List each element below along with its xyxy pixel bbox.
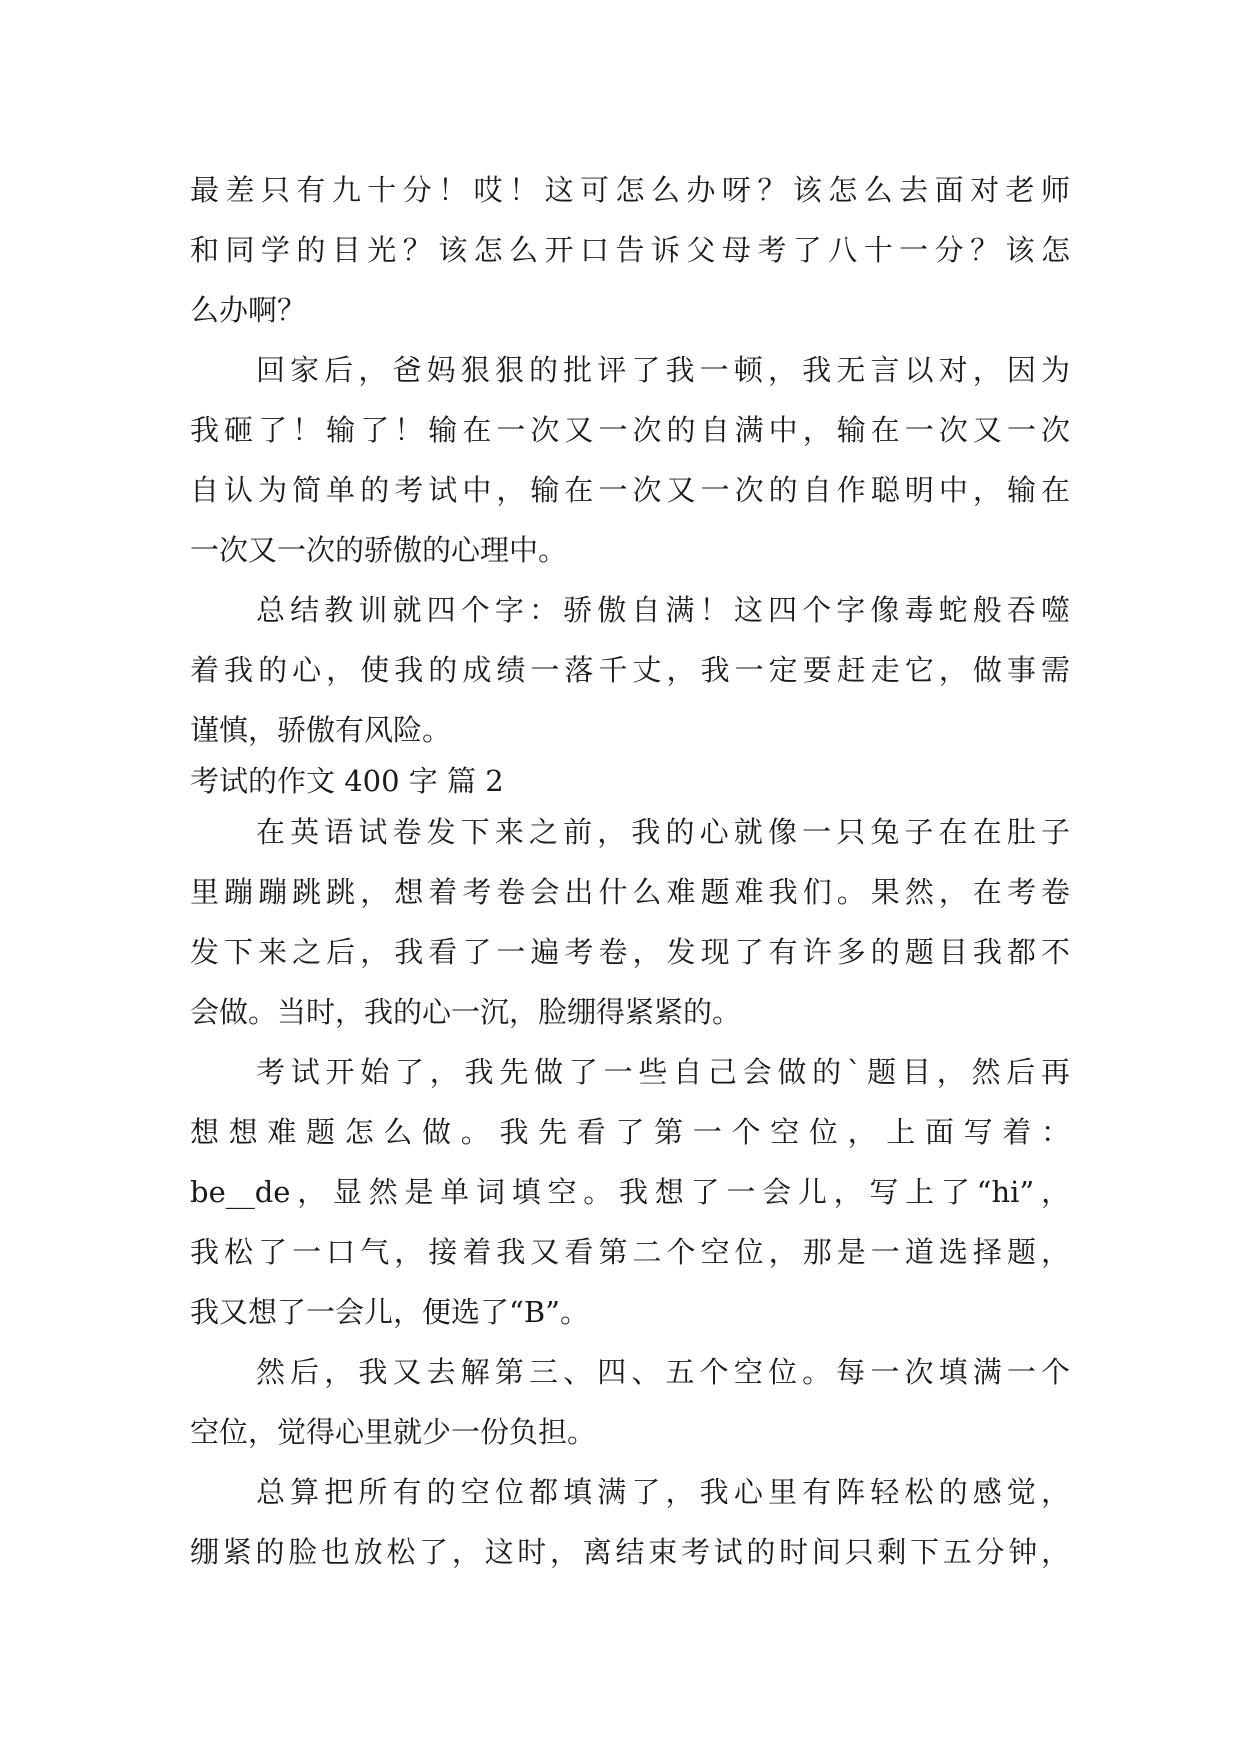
text-line: 一次又一次的骄傲的心理中。 xyxy=(190,533,568,567)
text-line: 在英语试卷发下来之前，我的心就像一只兔子在在肚子 xyxy=(256,815,1070,849)
paragraph xyxy=(190,340,1070,580)
text-line: 绷紧的脸也放松了，这时，离结束考试的时间只剩下五分钟， xyxy=(190,1535,1070,1569)
text-line: 自认为简单的考试中，输在一次又一次的自作聪明中，输在 xyxy=(190,473,1070,507)
text-line: 我又想了一会儿，便选了“B”。 xyxy=(190,1295,589,1329)
paragraph xyxy=(190,1342,1070,1462)
document-body xyxy=(190,160,1070,1582)
text-line: 发下来之后，我看了一遍考卷，发现了有许多的题目我都不 xyxy=(190,935,1070,969)
text-line: 总结教训就四个字：骄傲自满！这四个字像毒蛇般吞噬 xyxy=(256,593,1070,627)
paragraph xyxy=(190,1462,1070,1582)
text-line: 和同学的目光？该怎么开口告诉父母考了八十一分？该怎 xyxy=(190,233,1070,267)
paragraph xyxy=(190,580,1070,760)
text-line: 我松了一口气，接着我又看第二个空位，那是一道选择题， xyxy=(190,1235,1070,1269)
text-line: 然后，我又去解第三、四、五个空位。每一次填满一个 xyxy=(256,1355,1070,1389)
text-line: be__de，显然是单词填空。我想了一会儿，写上了“hi”， xyxy=(190,1175,1070,1209)
section-heading: 考试的作文 400 字 篇 2 xyxy=(190,764,504,798)
text-line: 空位，觉得心里就少一份负担。 xyxy=(190,1415,597,1449)
paragraph xyxy=(190,160,1070,340)
paragraph xyxy=(190,802,1070,1042)
text-line: 考试开始了，我先做了一些自己会做的`题目，然后再 xyxy=(256,1055,1070,1089)
text-line: 谨慎，骄傲有风险。 xyxy=(190,713,452,747)
text-line: 会做。当时，我的心一沉，脸绷得紧紧的。 xyxy=(190,995,742,1029)
text-line: 回家后，爸妈狠狠的批评了我一顿，我无言以对，因为 xyxy=(256,353,1070,387)
text-line: 想想难题怎么做。我先看了第一个空位，上面写着： xyxy=(190,1115,1070,1149)
text-line: 里蹦蹦跳跳，想着考卷会出什么难题难我们。果然，在考卷 xyxy=(190,875,1070,909)
text-line: 我砸了！输了！输在一次又一次的自满中，输在一次又一次 xyxy=(190,413,1070,447)
text-line: 着我的心，使我的成绩一落千丈，我一定要赶走它，做事需 xyxy=(190,653,1070,687)
text-line: 总算把所有的空位都填满了，我心里有阵轻松的感觉， xyxy=(256,1475,1070,1509)
text-line: 最差只有九十分！哎！这可怎么办呀？该怎么去面对老师 xyxy=(190,173,1070,207)
paragraph xyxy=(190,1042,1070,1342)
text-line: 么办啊？ xyxy=(190,293,307,327)
